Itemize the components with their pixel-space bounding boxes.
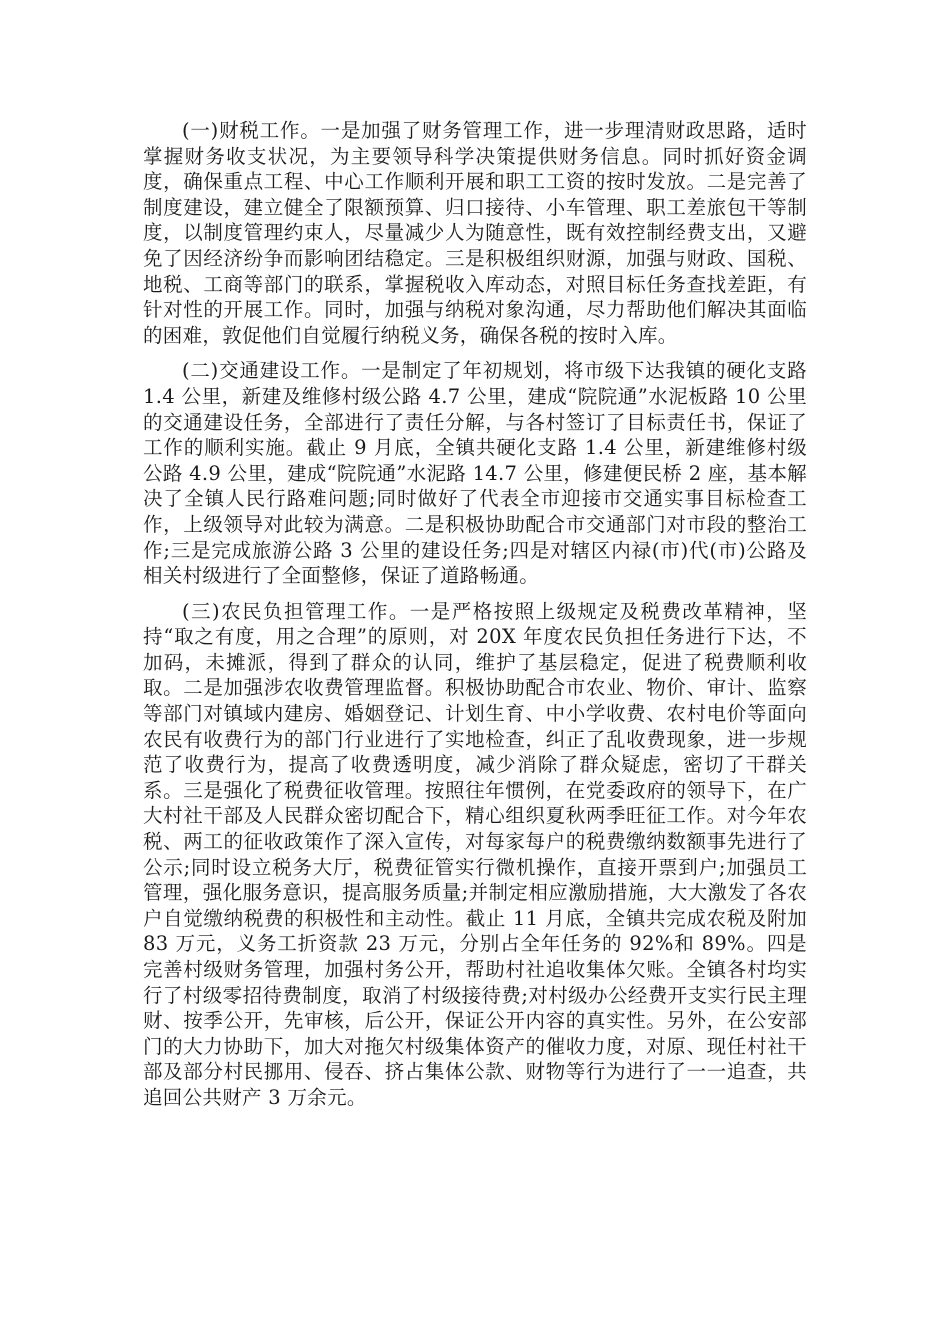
paragraph-finance-tax: (一)财税工作。一是加强了财务管理工作，进一步理清财政思路，适时掌握财务收支状况，为主要领导科学决策提供财务信息。同时抓好资金调度，确保重点工程、中心工作顺利开展和职工工资的按时发放。二是完善了制度建设，建立健全了限额预算、归口接待、小车管理、职工差旅包干等制度，以制度管理约束人，尽量减少人为随意性，既有效控制经费支出，又避免了因经济纷争而影响团结稳定。三是积极组织财源，加强与财政、国税、地税、工商等部门的联系，掌握税收入库动态，对照目标任务查找差距，有针对性的开展工作。同时，加强与纳税对象沟通，尽力帮助他们解决其面临的困难，敦促他们自觉履行纳税义务，确保各税的按时入库。 <box>143 119 807 347</box>
document-body <box>143 118 807 1121</box>
paragraph-transport-construction: (二)交通建设工作。一是制定了年初规划，将市级下达我镇的硬化支路 1.4 公里，新建及维修村级公路 4.7 公里，建成“院院通”水泥板路 10 公里的交通建设任务，全部进行了责任分解，与各村签订了目标责任书，保证了工作的顺利实施。截止 9 月底，全镇共硬化支路 1.4 公里，新建维修村级公路 4.9 公里，建成“院院通”水泥路 14.7 公里，修建便民桥 2 座，基本解决了全镇人民行路难问题;同时做好了代表全市迎接市交通实事目标检查工作，上级领导对此较为满意。二是积极协助配合市交通部门对市段的整治工作;三是完成旅游公路 3 公里的建设任务;四是对辖区内禄(市)代(市)公路及相关村级进行了全面整修，保证了道路畅通。 <box>143 359 807 588</box>
paragraph-farmer-burden: (三)农民负担管理工作。一是严格按照上级规定及税费改革精神，坚持“取之有度，用之合理”的原则，对 20X 年度农民负担任务进行下达，不加码，未摊派，得到了群众的认同，维护了基层稳定，促进了税费顺利收取。二是加强涉农收费管理监督。积极协助配合市农业、物价、审计、监察等部门对镇域内建房、婚姻登记、计划生育、中小学收费、农村电价等面向农民有收费行为的部门行业进行了实地检查，纠正了乱收费现象，进一步规范了收费行为，提高了收费透明度，减少消除了群众疑虑，密切了干群关系。三是强化了税费征收管理。按照往年惯例，在党委政府的领导下，在广大村社干部及人民群众密切配合下，精心组织夏秋两季旺征工作。对今年农税、两工的征收政策作了深入宣传，对每家每户的税费缴纳数额事先进行了公示;同时设立税务大厅，税费征管实行微机操作，直接开票到户;加强员工管理，强化服务意识，提高服务质量;并制定相应激励措施，大大激发了各农户自觉缴纳税费的积极性和主动性。截止 11 月底，全镇共完成农税及附加 83 万元，义务工折资款 23 万元，分别占全年任务的 92%和 89%。四是完善村级财务管理，加强村务公开，帮助村社追收集体欠账。全镇各村均实行了村级零招待费制度，取消了村级接待费;对村级办公经费开支实行民主理财、按季公开，先审核，后公开，保证公开内容的真实性。另外，在公安部门的大力协助下，加大对拖欠村级集体资产的催收力度，对原、现任村社干部及部分村民挪用、侵吞、挤占集体公款、财物等行为进行了一一追查，共追回公共财产 3 万余元。 <box>143 599 807 1109</box>
